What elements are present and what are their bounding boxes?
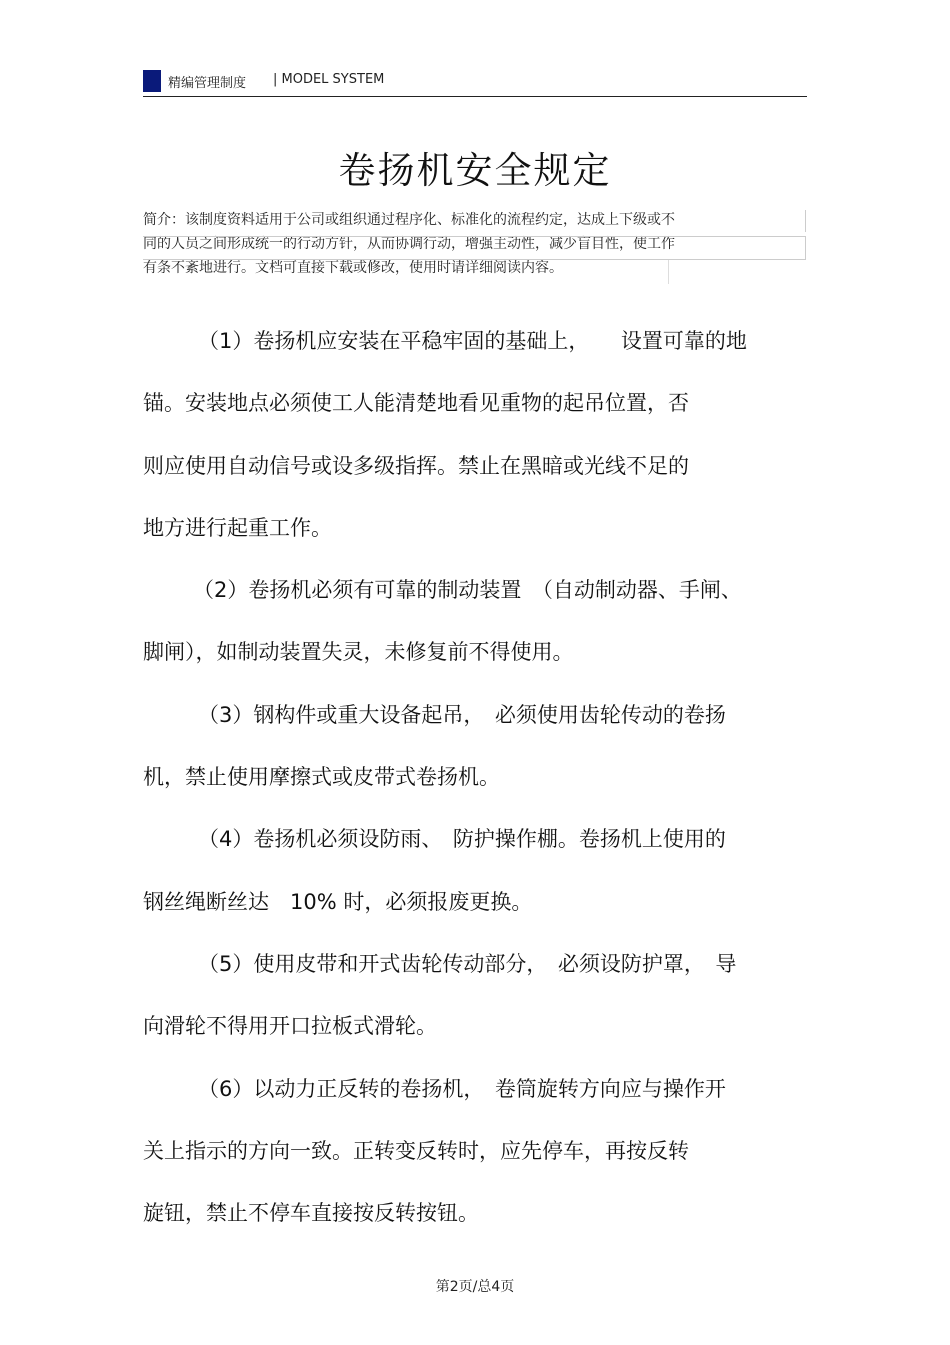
paragraph-line: 旋钮，禁止不停车直接按反转按钮。 bbox=[143, 1201, 479, 1226]
intro-block bbox=[143, 208, 808, 280]
page-header bbox=[143, 66, 807, 97]
document-title: 卷扬机安全规定 bbox=[338, 149, 612, 192]
paragraph-line: （1）卷扬机应安装在平稳牢固的基础上， 设置可靠的地 bbox=[198, 329, 747, 353]
page-number: 第2页/总4页 bbox=[435, 1279, 515, 1295]
paragraph-line: 脚闸），如制动装置失灵，未修复前不得使用。 bbox=[143, 640, 574, 665]
paragraph-line: 钢丝绳断丝达 10% 时，必须报废更换。 bbox=[143, 889, 533, 914]
intro-line: 有条不紊地进行。文档可直接下载或修改，使用时请详细阅读内容。 bbox=[143, 260, 563, 276]
header-system: | MODEL SYSTEM bbox=[273, 72, 385, 87]
paragraph-line: 锚。安装地点必须使工人能清楚地看见重物的起吊位置，否 bbox=[143, 391, 689, 416]
paragraph-line: 机，禁止使用摩擦式或皮带式卷扬机。 bbox=[143, 765, 500, 790]
paragraph-line: 向滑轮不得用开口拉板式滑轮。 bbox=[143, 1014, 437, 1039]
header-brand: 精编管理制度 bbox=[168, 76, 247, 91]
intro-line: 同的人员之间形成统一的行动方针，从而协调行动，增强主动性，减少盲目性，使工作 bbox=[143, 236, 675, 252]
intro-frame bbox=[143, 236, 806, 260]
intro-frame bbox=[668, 260, 669, 284]
intro-frame bbox=[143, 210, 806, 232]
paragraph-line: （2）卷扬机必须有可靠的制动装置 （自动制动器、手闸、 bbox=[193, 578, 742, 603]
document-body bbox=[143, 310, 813, 1244]
paragraph-line: （5）使用皮带和开式齿轮传动部分， 必须设防护罩， 导 bbox=[198, 951, 737, 976]
paragraph-line: （6）以动力正反转的卷扬机， 卷筒旋转方向应与操作开 bbox=[198, 1076, 726, 1101]
paragraph-line: 则应使用自动信号或设多级指挥。禁止在黑暗或光线不足的 bbox=[143, 453, 689, 478]
logo-icon bbox=[143, 70, 161, 92]
paragraph-line: 关上指示的方向一致。正转变反转时，应先停车，再按反转 bbox=[143, 1138, 689, 1163]
paragraph-line: 地方进行起重工作。 bbox=[143, 515, 332, 540]
intro-line: 简介：该制度资料适用于公司或组织通过程序化、标准化的流程约定，达成上下级或不 bbox=[143, 212, 675, 228]
paragraph-line: （3）钢构件或重大设备起吊， 必须使用齿轮传动的卷扬 bbox=[198, 702, 726, 727]
paragraph-line: （4）卷扬机必须设防雨、 防护操作棚。卷扬机上使用的 bbox=[198, 827, 726, 852]
